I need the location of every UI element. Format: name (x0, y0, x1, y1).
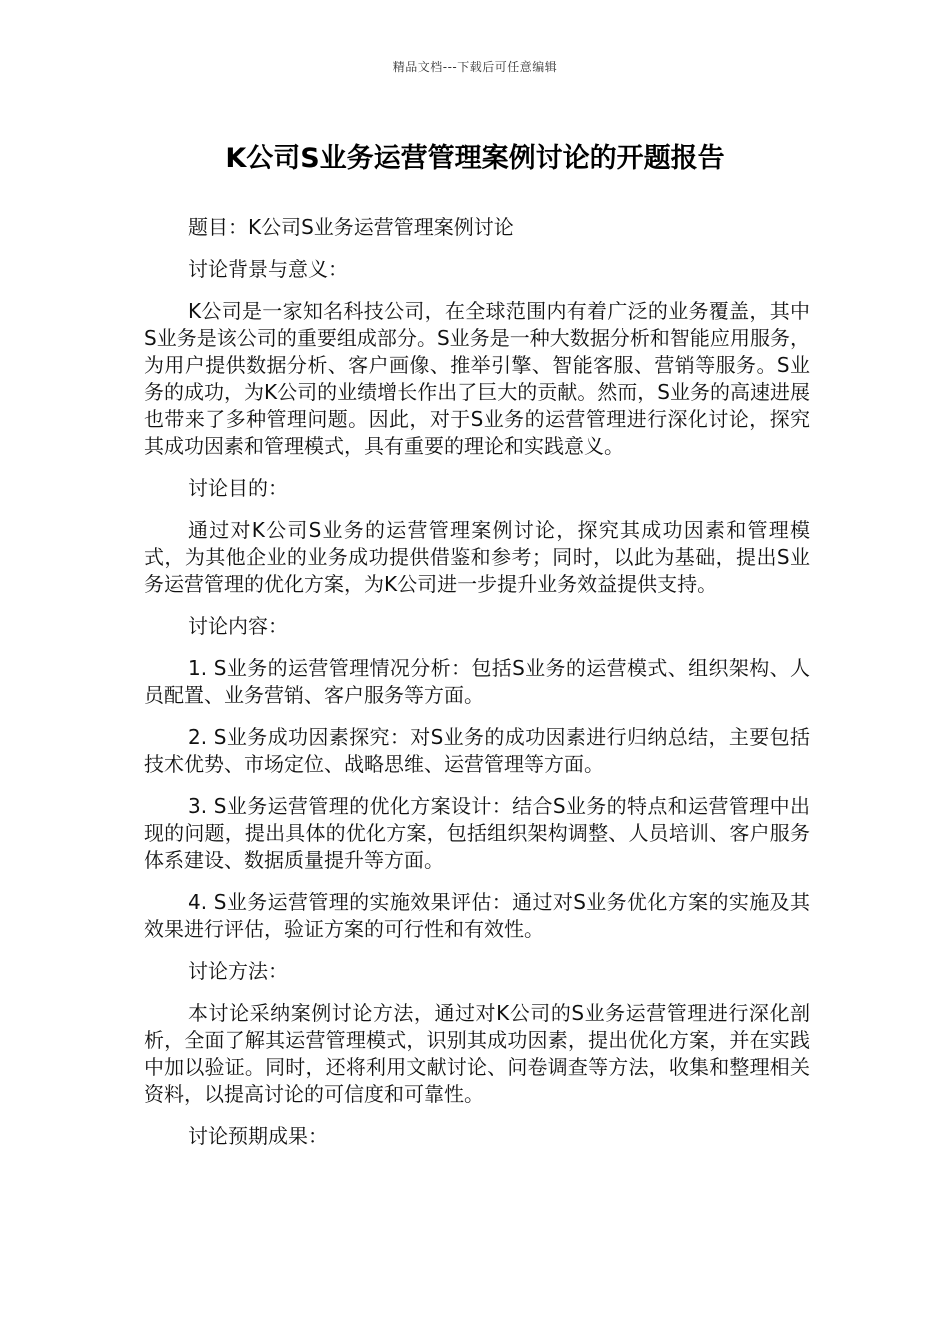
section-heading-purpose: 讨论目的： (188, 476, 288, 500)
content-item-1: 1. S业务的运营管理情况分析：包括S业务的运营模式、组织架构、人员配置、业务营销、客户服务等方面。 (144, 656, 810, 707)
content-item-4: 4. S业务运营管理的实施效果评估：通过对S业务优化方案的实施及其效果进行评估，验证方案的可行性和有效性。 (144, 890, 810, 941)
content-item-2: 2. S业务成功因素探究：对S业务的成功因素进行归纳总结，主要包括技术优势、市场定位、战略思维、运营管理等方面。 (144, 725, 810, 776)
paragraph-background: K公司是一家知名科技公司，在全球范围内有着广泛的业务覆盖，其中S业务是该公司的重要组成部分。S业务是一种大数据分析和智能应用服务，为用户提供数据分析、客户画像、推举引擎、智能客服、营销等服务。S业务的成功，为K公司的业绩增长作出了巨大的贡献。然而，S业务的高速进展也带来了多种管理问题。因此，对于S业务的运营管理进行深化讨论，探究其成功因素和管理模式，具有重要的理论和实践意义。 (144, 299, 810, 458)
section-heading-outcomes: 讨论预期成果： (188, 1124, 328, 1148)
content-item-3: 3. S业务运营管理的优化方案设计：结合S业务的特点和运营管理中出现的问题，提出具体的优化方案，包括组织架构调整、人员培训、客户服务体系建设、数据质量提升等方面。 (144, 794, 810, 872)
section-heading-background: 讨论背景与意义： (188, 257, 348, 281)
section-heading-content: 讨论内容： (188, 614, 288, 638)
document-title: K公司S业务运营管理案例讨论的开题报告 (225, 143, 725, 174)
paragraph-method: 本讨论采纳案例讨论方法，通过对K公司的S业务运营管理进行深化剖析，全面了解其运营管理模式，识别其成功因素，提出优化方案，并在实践中加以验证。同时，还将利用文献讨论、问卷调查等方法，收集和整理相关资料，以提高讨论的可信度和可靠性。 (144, 1001, 810, 1106)
paragraph-purpose: 通过对K公司S业务的运营管理案例讨论，探究其成功因素和管理模式，为其他企业的业务成功提供借鉴和参考；同时，以此为基础，提出S业务运营管理的优化方案，为K公司进一步提升业务效益提供支持。 (144, 518, 810, 596)
section-heading-method: 讨论方法： (188, 959, 288, 983)
document-body (144, 214, 810, 1165)
subject-line: 题目：K公司S业务运营管理案例讨论 (188, 215, 514, 239)
header-note: 精品文档---下载后可任意编辑 (392, 60, 558, 74)
